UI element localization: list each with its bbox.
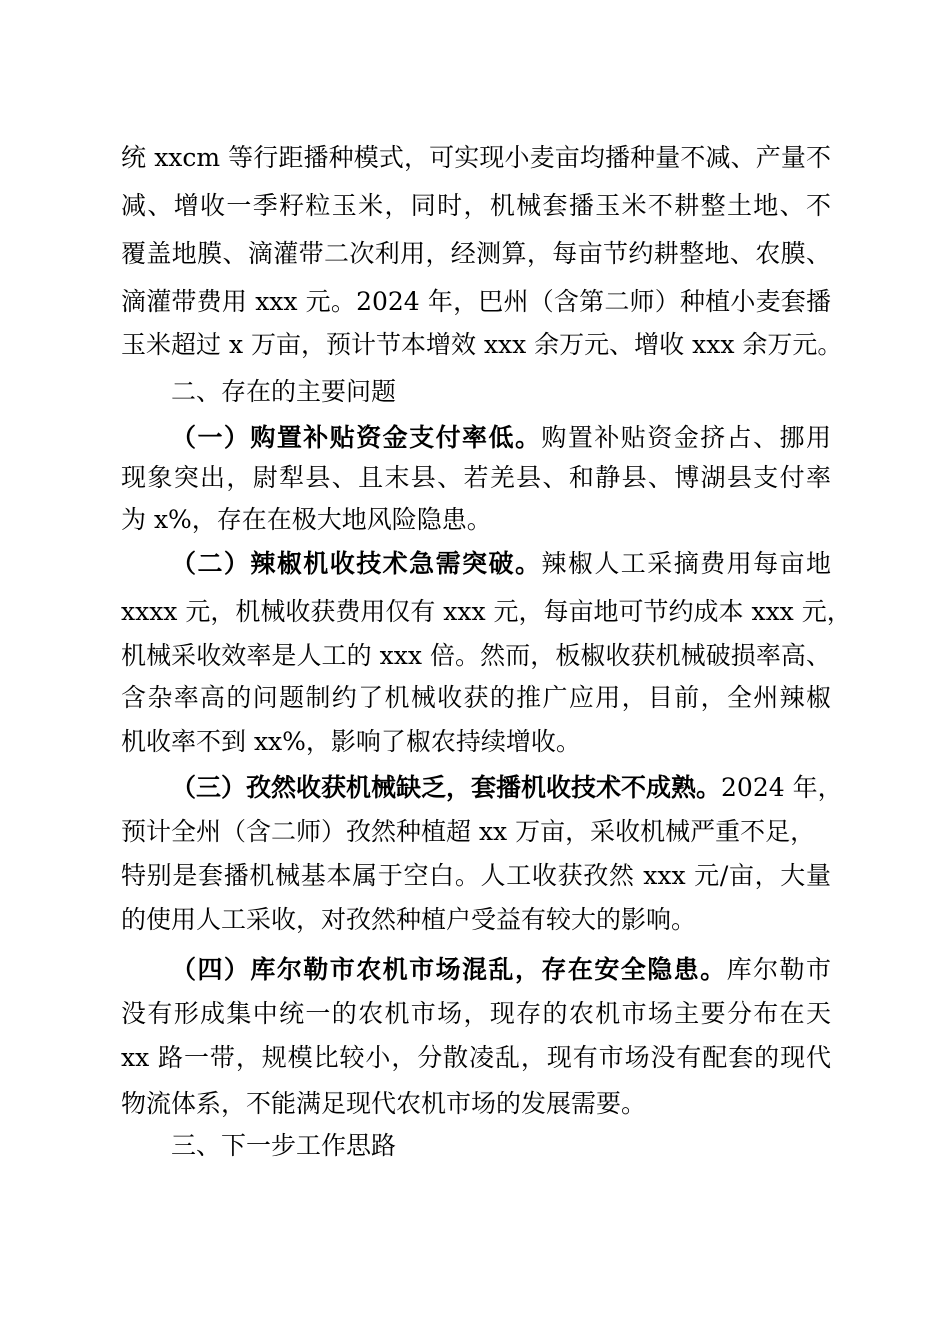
- paragraph-line: 特别是套播机械基本属于空白。人工收获孜然 xxx 元/亩，大量: [121, 861, 831, 890]
- subsection-3-title: （三）孜然收获机械缺乏，套播机收技术不成熟。: [171, 773, 722, 802]
- paragraph-line: 现象突出，尉犁县、且末县、若羌县、和静县、博湖县支付率: [121, 463, 831, 492]
- paragraph-line: 物流体系，不能满足现代农机市场的发展需要。: [121, 1089, 647, 1118]
- paragraph-line: 覆盖地膜、滴灌带二次利用，经测算，每亩节约耕整地、农膜、: [121, 239, 831, 268]
- paragraph-line: 机收率不到 xx%，影响了椒农持续增收。: [121, 727, 581, 756]
- paragraph-line: xx 路一带，规模比较小，分散凌乱，现有市场没有配套的现代: [121, 1043, 831, 1072]
- subsection-4-line: （四）库尔勒市农机市场混乱，存在安全隐患。库尔勒市: [171, 955, 831, 984]
- paragraph-line: xxxx 元，机械收获费用仅有 xxx 元，每亩地可节约成本 xxx 元，: [121, 597, 852, 626]
- subsection-1-title: （一）购置补贴资金支付率低。: [171, 423, 542, 452]
- section-heading-3: 三、下一步工作思路: [171, 1131, 397, 1160]
- section-heading-2: 二、存在的主要问题: [171, 377, 397, 406]
- paragraph-line: 滴灌带费用 xxx 元。2024 年，巴州（含第二师）种植小麦套播: [121, 287, 831, 316]
- subsection-2-line: （二）辣椒机收技术急需突破。辣椒人工采摘费用每亩地: [171, 549, 831, 578]
- paragraph-line: 为 x%，存在在极大地风险隐患。: [121, 505, 492, 534]
- paragraph-line: 没有形成集中统一的农机市场，现存的农机市场主要分布在天: [121, 999, 831, 1028]
- subsection-3-line: （三）孜然收获机械缺乏，套播机收技术不成熟。2024 年，: [171, 773, 843, 802]
- subsection-4-title: （四）库尔勒市农机市场混乱，存在安全隐患。: [171, 955, 727, 984]
- paragraph-line: 机械采收效率是人工的 xxx 倍。然而，板椒收获机械破损率高、: [121, 641, 831, 670]
- paragraph-line: 预计全州（含二师）孜然种植超 xx 万亩，采收机械严重不足，: [121, 817, 816, 846]
- paragraph-line: 减、增收一季籽粒玉米，同时，机械套播玉米不耕整土地、不: [121, 191, 831, 220]
- paragraph-line: 统 xxcm 等行距播种模式，可实现小麦亩均播种量不减、产量不: [121, 143, 831, 172]
- paragraph-line: 的使用人工采收，对孜然种植户受益有较大的影响。: [121, 905, 697, 934]
- paragraph-line: 玉米超过 x 万亩，预计节本增效 xxx 余万元、增收 xxx 余万元。: [121, 330, 843, 359]
- subsection-1-line: （一）购置补贴资金支付率低。购置补贴资金挤占、挪用: [171, 423, 831, 452]
- paragraph-line: 含杂率高的问题制约了机械收获的推广应用，目前，全州辣椒: [121, 683, 831, 712]
- subsection-2-title: （二）辣椒机收技术急需突破。: [171, 549, 542, 578]
